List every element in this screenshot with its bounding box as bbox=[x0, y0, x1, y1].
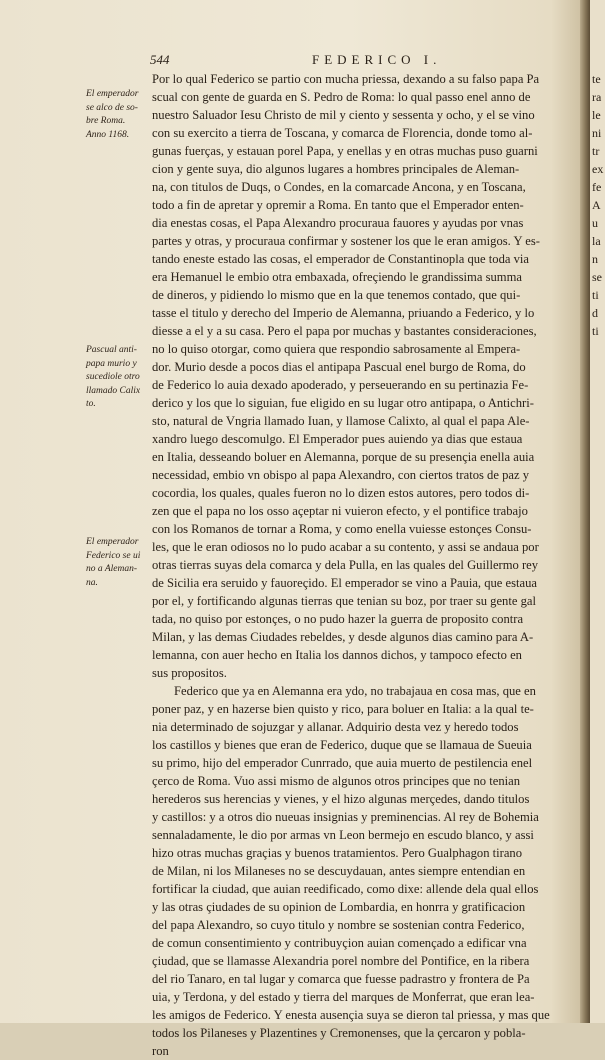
facing-page-fragment: le bbox=[592, 108, 601, 122]
text-line: uia, y Terdona, y del estado y tierra del marques de Monferrat, que eran lea- bbox=[152, 990, 535, 1004]
margin-note-line: Anno 1168. bbox=[86, 129, 130, 140]
text-line: otras tierras suyas dela comarca y dela Pulla, en las quales del Guillermo rey bbox=[152, 558, 539, 572]
text-line: les, que le eran odiosos no lo pudo acabar a su contento, y assi se andaua por bbox=[152, 540, 539, 554]
margin-note-line: Pascual anti- bbox=[86, 345, 137, 355]
facing-page-fragment: se bbox=[592, 270, 602, 284]
book-gutter bbox=[580, 0, 590, 1023]
text-line: por el, y fortificando algunas tierras que tenian su boz, por traer su gente gal bbox=[152, 594, 536, 608]
text-line: cion y gente suya, dio algunos lugares a hombres principales de Aleman- bbox=[152, 162, 520, 176]
text-line: hizo otras muchas graçias y buenos tratamientos. Pero Gualphagon tirano bbox=[152, 846, 523, 860]
text-line: tasse el titulo y derecho del Imperio de Alemanna, priuando a Federico, y lo bbox=[152, 306, 535, 320]
text-line: zen que el papa no los osso açeptar ni vuieron efecto, y el pontifice trabajo bbox=[152, 504, 528, 518]
margin-note-line: na. bbox=[86, 577, 98, 588]
text-line: dia enestas cosas, el Papa Alexandro procuraua fauores y ayudas por vnas bbox=[152, 216, 524, 230]
facing-page-fragment: A bbox=[592, 198, 601, 212]
text-line: de comun consentimiento y contribuyçion auian començado a edificar vna bbox=[152, 936, 527, 950]
text-line: de Milan, ni los Milaneses no se descuydauan, antes siempre entendian en bbox=[152, 864, 526, 878]
text-line: çiudad, que se llamasse Alexandria porel nombre del Pontifice, en la ribera bbox=[152, 954, 530, 968]
text-line: ron bbox=[152, 1044, 169, 1058]
text-line: les amigos de Federico. Y enesta ausençia suya se dieron tal priessa, y mas que bbox=[152, 1008, 550, 1022]
margin-note-line: El emperador bbox=[86, 89, 139, 99]
facing-page-fragment: ex bbox=[592, 162, 604, 176]
text-line: dor. Murio desde a pocos dias el antipapa Pascual enel burgo de Roma, do bbox=[152, 360, 526, 374]
margin-note-line: bre Roma. bbox=[86, 116, 126, 126]
margin-note-line: El emperador bbox=[86, 537, 139, 547]
text-line: tando eneste estado las cosas, el emperador de Constantinopla que toda via bbox=[152, 252, 529, 266]
text-line: del papa Alexandro, so cuyo titulo y nombre se sostenian contra Federico, bbox=[152, 918, 525, 932]
margin-note-line: llamado Calix bbox=[86, 385, 141, 396]
text-line: herederos sus herencias y vienes, y el hizo algunas merçedes, dando titulos bbox=[152, 792, 530, 806]
text-line: partes y otras, y procuraua confirmar y sostener los que le eran amigos. Y es- bbox=[152, 234, 540, 248]
facing-page-fragment: la bbox=[592, 234, 601, 248]
margin-note-line: to. bbox=[86, 399, 96, 409]
text-line: no lo quiso otorgar, como quiera que respondio sabrosamente al Empera- bbox=[152, 342, 521, 356]
text-line: xandro luego descomulgo. El Emperador pues auiendo ya dias que estaua bbox=[152, 432, 523, 446]
text-line: çerco de Roma. Vuo assi mismo de algunos otros principes que no tenian bbox=[152, 774, 521, 788]
text-line: Federico que ya en Alemanna era ydo, no trabajaua en cosa mas, que en bbox=[174, 684, 536, 698]
text-line: gunas fuerças, y estauan porel Papa, y enellas y en otras muchas puso guarni bbox=[152, 144, 538, 158]
main-text-block bbox=[152, 70, 570, 1060]
text-line: de Sicilia era seruido y fauoreçido. El emperador se vino a Pauia, que estaua bbox=[152, 576, 538, 590]
text-line: poner paz, y en hazerse bien quisto y rico, para boluer en Italia: a la qual te- bbox=[152, 702, 534, 716]
text-line: fortificar la ciudad, que auian reedificado, como dixe: allende dela qual ellos bbox=[152, 882, 539, 896]
text-line: diesse a el y a su casa. Pero el papa por muchas y bastantes consideraciones, bbox=[152, 324, 537, 338]
text-line: y castillos: y a otros dio nueuas insignias y preminencias. Al rey de Bohemia bbox=[152, 810, 539, 824]
facing-page-fragment: ra bbox=[592, 90, 602, 104]
page-header bbox=[0, 52, 580, 70]
text-line: en Italia, desseando boluer en Alemanna, porque de su presençia enella auia bbox=[152, 450, 535, 464]
text-line: Por lo qual Federico se partio con mucha priessa, dexando a su falso papa Pa bbox=[152, 72, 540, 86]
margin-note-line: papa murio y bbox=[86, 358, 137, 369]
text-line: con su exercito a tierra de Toscana, y comarca de Florencia, donde tomo al- bbox=[152, 126, 533, 140]
text-line: y las otras çiudades de su opinion de Lombardia, en honrra y gratificacion bbox=[152, 900, 526, 914]
text-line: sus propositos. bbox=[152, 666, 227, 680]
text-line: era Hemanuel le embio otra embaxada, ofreçiendo le grandissima summa bbox=[152, 270, 522, 284]
text-line: con los Romanos de tornar a Roma, y como enella vuiesse estonçes Consu- bbox=[152, 522, 532, 536]
facing-page-fragment: fe bbox=[592, 180, 602, 194]
facing-page-fragment: te bbox=[592, 72, 601, 86]
margin-note-line: no a Aleman- bbox=[86, 564, 138, 574]
text-line: sennaladamente, le dio por armas vn Leon bermejo en escudo blanco, y assi bbox=[152, 828, 534, 842]
text-line: lemanna, con auer hecho en Italia los dannos dichos, y tampoco efecto en bbox=[152, 648, 522, 662]
margin-note bbox=[86, 344, 152, 412]
text-line: nuestro Saluador Iesu Christo de mil y ciento y sessenta y ocho, y el se vino bbox=[152, 108, 535, 122]
text-line: na, con titulos de Duqs, o Condes, en la comarcade Ancona, y en Toscana, bbox=[152, 180, 526, 194]
margin-note bbox=[86, 536, 152, 590]
text-line: los castillos y bienes que eran de Federico, duque que se llamaua de Sueuia bbox=[152, 738, 532, 752]
text-line: necessidad, embio vn obispo al papa Alexandro, con ciertos tratos de paz y bbox=[152, 468, 530, 482]
page-number: 544 bbox=[150, 52, 170, 67]
facing-page-fragment: ti bbox=[592, 288, 599, 302]
text-line: sto, natural de Vngria llamado Iuan, y llamose Calixto, al qual el papa Ale- bbox=[152, 414, 530, 428]
text-line: su primo, hijo del emperador Cunrrado, que auia muerto de pestilencia enel bbox=[152, 756, 533, 770]
text-line: del rio Tanaro, en tal lugar y comarca que fuesse padrastro y frontera de Pa bbox=[152, 972, 530, 986]
text-line: de dineros, y pidiendo lo mismo que en la que tenemos contado, que qui- bbox=[152, 288, 521, 302]
text-line: tada, no quiso por estonçes, o no pudo hazer la guerra de proposito contra bbox=[152, 612, 524, 626]
text-line: nia determinado de sojuzgar y allanar. Adquirio desta vez y heredo todos bbox=[152, 720, 519, 734]
margin-note-line: Federico se ui bbox=[86, 550, 141, 561]
margin-note-line: se alco de so- bbox=[86, 102, 138, 113]
text-line: cocordia, los quales, quales fueron no lo dizen estos autores, pero todos di- bbox=[152, 486, 530, 500]
facing-page-fragment: ni bbox=[592, 126, 602, 140]
margin-note-line: sucediole otro bbox=[86, 372, 140, 382]
text-line: derico y los que lo siguian, fue eligido en su lugar otro antipapa, o Antichri- bbox=[152, 396, 534, 410]
facing-page-fragment: n bbox=[592, 252, 598, 266]
text-line: de Federico lo auia dexado apoderado, y perseuerando en su pertinazia Fe- bbox=[152, 378, 529, 392]
facing-page-fragment: ti bbox=[592, 324, 599, 338]
facing-page-fragment: u bbox=[592, 216, 598, 230]
running-head: FEDERICO I. bbox=[312, 52, 442, 67]
text-line: scual con gente de guarda en S. Pedro de Roma: lo qual passo enel anno de bbox=[152, 90, 531, 104]
text-line: todos los Pilaneses y Plazentines y Cremonenses, que la çercaron y pobla- bbox=[152, 1026, 526, 1040]
facing-page-fragment: d bbox=[592, 306, 598, 320]
text-line: Milan, y las demas Ciudades rebeldes, y desde algunos dias camino para A- bbox=[152, 630, 534, 644]
facing-page-fragment: tr bbox=[592, 144, 600, 158]
text-line: todo a fin de apretar y opremir a Roma. En tanto que el Emperador enten- bbox=[152, 198, 524, 212]
margin-note bbox=[86, 88, 152, 142]
facing-page-edge bbox=[590, 0, 605, 1023]
